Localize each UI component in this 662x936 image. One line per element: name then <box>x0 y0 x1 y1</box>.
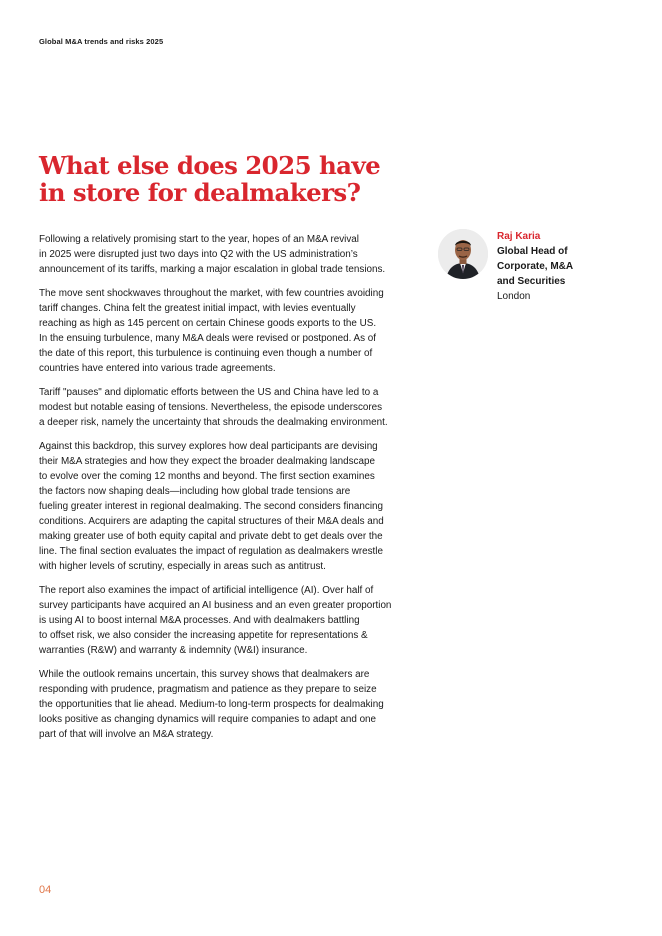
paragraph <box>39 667 429 742</box>
running-header: Global M&A trends and risks 2025 <box>39 37 164 46</box>
body-copy <box>39 232 429 751</box>
text-line: to offset risk, we also consider the increasing appetite for representations & <box>39 630 368 641</box>
text-line: Following a relatively promising start to the year, hopes of an M&A revival <box>39 234 359 245</box>
text-line: Tariff "pauses" and diplomatic efforts between the US and China have led to a <box>39 387 379 398</box>
text-line: While the outlook remains uncertain, this survey shows that dealmakers are <box>39 669 370 680</box>
text-line: the opportunities that lie ahead. Medium-to long-term prospects for dealmaking <box>39 699 384 710</box>
text-line: with higher levels of scrutiny, especially in areas such as antitrust. <box>39 561 326 572</box>
text-line: a deeper risk, namely the uncertainty that shrouds the dealmaking environment. <box>39 417 388 428</box>
paragraph <box>39 232 429 277</box>
text-line: modest but notable easing of tensions. Nevertheless, the episode underscores <box>39 402 383 413</box>
text-line: their M&A strategies and how they expect the broader dealmaking landscape <box>39 456 375 467</box>
text-line: conditions. Acquirers are adapting the capital structures of their M&A deals and <box>39 516 384 527</box>
paragraph <box>39 286 429 376</box>
text-line: the factors now shaping deals—including how global trade tensions are <box>39 486 351 497</box>
text-line: responding with prudence, pragmatism and patience as they prepare to seize <box>39 684 377 695</box>
avatar <box>438 229 488 279</box>
text-line: making greater use of both equity capital and private debt to get deals over the <box>39 531 383 542</box>
text-line: The move sent shockwaves throughout the market, with few countries avoiding <box>39 288 384 299</box>
profile-role-line: Corporate, M&A <box>497 261 574 272</box>
text-line: part of that will involve an M&A strategy. <box>39 729 214 740</box>
text-line: is using AI to boost internal M&A processes. And with dealmakers battling <box>39 615 360 626</box>
text-line: In the ensuing turbulence, many M&A deals were revised or postponed. As of <box>39 333 377 344</box>
text-line: the date of this report, this turbulence is continuing even though a number of <box>39 348 373 359</box>
text-line: looks positive as changing dynamics will require companies to adapt and one <box>39 714 377 725</box>
profile-text <box>497 229 637 304</box>
page-title-line: What else does 2025 have <box>39 151 381 180</box>
text-line: warranties (R&W) and warranty & indemnity (W&I) insurance. <box>39 645 308 656</box>
profile-role-line: and Securities <box>497 276 566 287</box>
profile-name: Raj Karia <box>497 231 541 242</box>
paragraph <box>39 439 429 574</box>
text-line: countries have entered into various trade agreements. <box>39 363 276 374</box>
text-line: reaching as high as 145 percent on certain Chinese goods exports to the US. <box>39 318 377 329</box>
paragraph <box>39 583 429 658</box>
portrait-image <box>438 229 488 279</box>
text-line: line. The final section evaluates the impact of regulation as dealmakers wrestle <box>39 546 383 557</box>
profile-role <box>497 244 637 289</box>
text-line: survey participants have acquired an AI business and an even greater proportion <box>39 600 392 611</box>
paragraph <box>39 385 429 430</box>
text-line: The report also examines the impact of artificial intelligence (AI). Over half of <box>39 585 374 596</box>
page-number: 04 <box>39 884 52 896</box>
profile-role-line: Global Head of <box>497 246 568 257</box>
text-line: Against this backdrop, this survey explores how deal participants are devising <box>39 441 378 452</box>
text-line: in 2025 were disrupted just two days into Q2 with the US administration’s <box>39 249 358 260</box>
text-line: fueling greater interest in regional dealmaking. The second considers financing <box>39 501 384 512</box>
text-line: tariff changes. China felt the greatest initial impact, with levies eventually <box>39 303 356 314</box>
page-title-line: in store for dealmakers? <box>39 178 361 207</box>
page-title <box>39 152 399 206</box>
text-line: announcement of its tariffs, marking a major escalation in global trade tensions. <box>39 264 386 275</box>
profile-location: London <box>497 291 531 302</box>
text-line: to evolve over the coming 12 months and beyond. The first section examines <box>39 471 375 482</box>
